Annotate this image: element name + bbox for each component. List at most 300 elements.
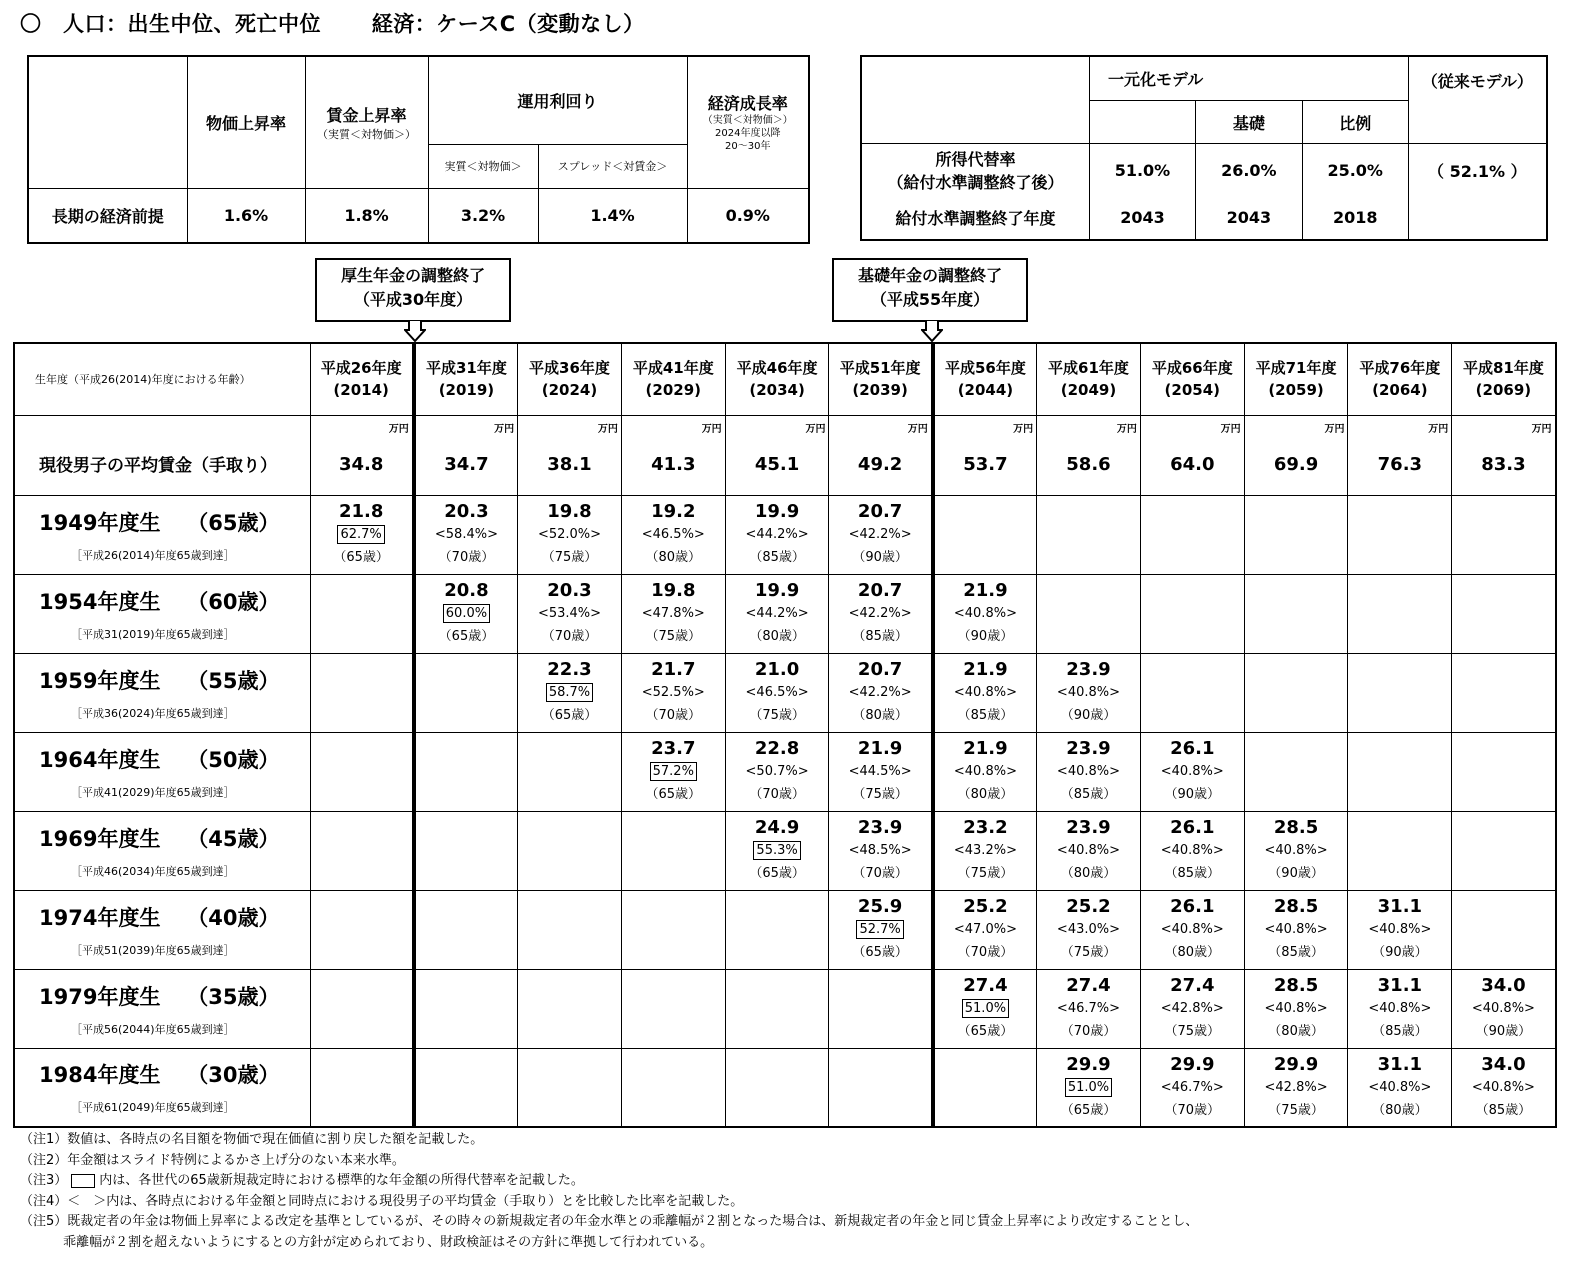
- cohort-label-sub: ［平成36(2024)年度65歳到達］: [71, 706, 235, 720]
- cohort-cell: [518, 1048, 622, 1127]
- wage-cell-inner: [518, 416, 621, 494]
- age-at-time: （90歳）: [1268, 866, 1324, 881]
- replacement-ratio: [935, 918, 1036, 941]
- year-header-year: (2049): [1060, 381, 1117, 400]
- price-header: 物価上昇率: [187, 56, 305, 188]
- pension-amount: 24.9: [754, 817, 800, 838]
- ratio-text: <50.7%>: [745, 764, 809, 779]
- year-header-year: (2024): [541, 381, 598, 400]
- cohort-cell: [1140, 811, 1244, 890]
- pension-amount: 20.8: [444, 580, 489, 601]
- ratio-text: <44.5%>: [848, 764, 912, 779]
- cohort-cell: [621, 732, 725, 811]
- corner-label: 生年度（平成26(2014)年度における年齢）: [14, 343, 310, 415]
- cohort-cell: [1244, 732, 1348, 811]
- cohort-cell: [518, 732, 622, 811]
- cohort-age: （35歳）: [187, 984, 280, 1009]
- ratio-text: 58.7%: [546, 683, 593, 702]
- year-header: [725, 343, 829, 415]
- ratio-text: <40.8%>: [1160, 922, 1224, 937]
- cohort-cell: [310, 574, 414, 653]
- ratio-text: <43.0%>: [1056, 922, 1121, 937]
- replacement-ratio: [829, 681, 930, 704]
- cohort-cell: [725, 811, 829, 890]
- wage-cell: [933, 415, 1037, 495]
- age-at-time: （80歳）: [957, 787, 1014, 802]
- age-at-time: （85歳）: [1268, 945, 1324, 960]
- cohort-cell: [621, 495, 725, 574]
- ratio-text: <44.2%>: [745, 606, 809, 621]
- cohort-cell: [1140, 732, 1244, 811]
- ratio-text: <42.2%>: [848, 606, 912, 621]
- cohort-cell: [414, 732, 518, 811]
- cohort-age: （55歳）: [187, 668, 280, 693]
- replacement-ratio: [1141, 997, 1244, 1020]
- end-year-basic: 2043: [1195, 197, 1302, 241]
- age-at-time: （70歳）: [1164, 1102, 1221, 1118]
- pension-amount: 21.9: [963, 659, 1008, 680]
- cohort-label-main: [15, 823, 310, 853]
- age-at-time: （85歳）: [1372, 1024, 1428, 1039]
- pension-amount: 29.9: [1066, 1053, 1111, 1075]
- down-arrow-icon: [404, 320, 426, 342]
- cohort-birth-year: 1964年度生: [39, 747, 161, 772]
- cohort-cell: [725, 969, 829, 1048]
- year-header-year: (2039): [852, 381, 908, 400]
- wage-cell-inner: [622, 416, 725, 494]
- pension-amount: 31.1: [1377, 1053, 1423, 1075]
- age-at-time: （75歳）: [852, 787, 908, 802]
- cohort-cell: [1140, 890, 1244, 969]
- cohort-cell: [933, 811, 1037, 890]
- age-at-time: （80歳）: [852, 708, 908, 723]
- kosei-adjustment-callout: [315, 258, 511, 322]
- year-header-year: (2014): [333, 381, 389, 400]
- wage-cell: [1348, 415, 1452, 495]
- pension-amount: 25.2: [963, 896, 1008, 917]
- basic-header: 基礎: [1195, 100, 1302, 143]
- model-table: [860, 55, 1548, 241]
- end-year-unified: 2043: [1090, 197, 1196, 241]
- cohort-row: [14, 495, 1556, 574]
- pension-amount: 26.1: [1170, 817, 1215, 838]
- cohort-cell: [414, 811, 518, 890]
- value-wage: 1.8%: [305, 188, 428, 243]
- cohort-cell: [621, 969, 725, 1048]
- pension-amount: 23.2: [963, 817, 1008, 838]
- replacement-ratio: [1245, 997, 1348, 1020]
- cohort-birth-year: 1979年度生: [39, 984, 161, 1009]
- pension-projection-table: [13, 342, 1557, 1128]
- value-yield-real: 3.2%: [428, 188, 538, 243]
- new-award-replacement-rate: [1037, 1076, 1140, 1099]
- pension-amount: 34.0: [1481, 975, 1526, 996]
- age-at-time: （65歳）: [333, 550, 389, 565]
- cohort-label-main: [15, 902, 310, 932]
- cohort-cell: [310, 495, 414, 574]
- cohort-age: （40歳）: [187, 905, 280, 930]
- year-header: [518, 343, 622, 415]
- wage-header: [305, 56, 428, 188]
- replacement-ratio: [726, 681, 829, 704]
- cohort-birth-year: 1969年度生: [39, 826, 161, 851]
- ratio-text: <53.4%>: [537, 606, 602, 621]
- cohort-cell: [933, 574, 1037, 653]
- pension-amount: 31.1: [1377, 896, 1423, 917]
- pension-amount: 21.7: [651, 659, 696, 680]
- wage-cell: [1140, 415, 1244, 495]
- cohort-cell: [829, 969, 933, 1048]
- year-header-year: (2059): [1268, 381, 1324, 400]
- new-award-replacement-rate: [726, 839, 829, 862]
- year-header-row: [14, 343, 1556, 415]
- wage-unit: 万円: [494, 424, 515, 435]
- cohort-cell: [933, 890, 1037, 969]
- end-year-conventional: [1408, 197, 1547, 241]
- cohort-label-sub: ［平成61(2049)年度65歳到達］: [71, 1101, 235, 1115]
- age-at-time: （85歳）: [1475, 1102, 1532, 1118]
- replacement-basic: 26.0%: [1195, 144, 1302, 197]
- wage-value: 34.8: [338, 454, 384, 475]
- cohort-row: [14, 732, 1556, 811]
- pension-amount: 21.0: [754, 659, 800, 680]
- wage-value: 69.9: [1273, 454, 1319, 475]
- end-year-label: 給付水準調整終了年度: [861, 197, 1090, 241]
- wage-cell: [725, 415, 829, 495]
- replacement-ratio: [1348, 997, 1451, 1020]
- year-header-label: 平成26年度: [320, 359, 402, 378]
- replacement-ratio: [829, 602, 930, 625]
- ratio-text: <46.5%>: [641, 527, 705, 542]
- wage-value: 64.0: [1170, 454, 1215, 475]
- replacement-ratio: [935, 602, 1036, 625]
- year-header-label: 平成81年度: [1462, 359, 1544, 378]
- kosei-callout-line2: （平成30年度）: [353, 290, 473, 309]
- cohort-cell: [1037, 732, 1141, 811]
- cohort-label-main: [15, 586, 310, 616]
- proportional-header: 比例: [1302, 100, 1408, 143]
- cohort-row: [14, 969, 1556, 1048]
- cohort-row: [14, 811, 1556, 890]
- replacement-ratio: [726, 602, 829, 625]
- cohort-cell: [933, 1048, 1037, 1127]
- wage-label-text: 現役男子の平均賃金（手取り）: [39, 455, 277, 476]
- pension-amount: 19.9: [754, 501, 800, 522]
- replacement-ratio: [518, 523, 621, 546]
- year-header: [621, 343, 725, 415]
- cohort-cell: [310, 811, 414, 890]
- cohort-cell: [1244, 811, 1348, 890]
- replacement-ratio: [1037, 918, 1140, 941]
- unified-total-header: [1090, 100, 1196, 143]
- cohort-birth-year: 1949年度生: [39, 510, 161, 535]
- cohort-cell: [1348, 495, 1452, 574]
- cohort-label-sub: ［平成51(2039)年度65歳到達］: [71, 943, 235, 957]
- age-at-time: （85歳）: [957, 708, 1014, 723]
- wage-label: [14, 415, 310, 495]
- replacement-ratio: [1141, 839, 1244, 862]
- replacement-ratio: [1452, 997, 1554, 1020]
- cohort-cell: [1452, 811, 1556, 890]
- replacement-ratio: [1348, 1076, 1451, 1099]
- cohort-cell: [829, 1048, 933, 1127]
- year-header: [829, 343, 933, 415]
- cohort-cell: [518, 811, 622, 890]
- age-at-time: （80歳）: [1060, 866, 1117, 881]
- replacement-ratio: [1037, 839, 1140, 862]
- replacement-ratio: [726, 523, 829, 546]
- cohort-cell: [1037, 890, 1141, 969]
- cohort-birth-year: 1959年度生: [39, 668, 161, 693]
- pension-amount: 29.9: [1273, 1053, 1319, 1075]
- pension-amount: 21.9: [857, 738, 903, 759]
- cohort-age: （65歳）: [187, 510, 280, 535]
- wage-value: 34.7: [444, 454, 489, 475]
- cohort-label-sub: ［平成31(2019)年度65歳到達］: [71, 627, 235, 641]
- wage-value: 38.1: [547, 454, 592, 475]
- year-header-label: 平成46年度: [736, 359, 818, 378]
- cohort-cell: [725, 653, 829, 732]
- cohort-cell: [414, 1048, 518, 1127]
- cohort-cell: [725, 495, 829, 574]
- pension-amount: 27.4: [1066, 975, 1111, 996]
- age-at-time: （90歳）: [1164, 787, 1221, 802]
- ratio-text: <40.8%>: [953, 764, 1017, 779]
- pension-amount: 28.5: [1273, 975, 1319, 996]
- cohort-label: [14, 890, 310, 969]
- kiso-callout-line2: （平成55年度）: [870, 290, 990, 309]
- wage-unit: 万円: [597, 424, 618, 435]
- year-header-year: (2034): [749, 381, 805, 400]
- age-at-time: （85歳）: [749, 550, 805, 565]
- down-arrow-icon: [921, 320, 943, 342]
- age-at-time: （70歳）: [645, 708, 702, 723]
- cohort-cell: [621, 811, 725, 890]
- growth-header-sub2: 2024年度以降: [715, 128, 781, 140]
- pension-amount: 21.9: [963, 738, 1008, 759]
- cohort-cell: [414, 495, 518, 574]
- cohort-cell: [414, 969, 518, 1048]
- year-header-label: 平成36年度: [529, 359, 610, 378]
- ratio-text: <42.8%>: [1160, 1001, 1224, 1016]
- pension-amount: 23.9: [1066, 659, 1111, 680]
- year-header-year: (2029): [645, 381, 702, 400]
- ratio-text: <42.2%>: [848, 527, 912, 542]
- ratio-text: <40.8%>: [953, 606, 1017, 621]
- cohort-cell: [1037, 495, 1141, 574]
- cohort-row: [14, 653, 1556, 732]
- replacement-ratio: [622, 681, 725, 704]
- replacement-ratio: [829, 760, 930, 783]
- age-at-time: （70歳）: [541, 629, 598, 644]
- pension-amount: 21.9: [963, 580, 1008, 601]
- replacement-ratio: [726, 760, 829, 783]
- wage-row: [14, 415, 1556, 495]
- replacement-ratio: [622, 602, 725, 625]
- note-4: （注4）＜ ＞内は、各時点における年金額と同時点における現役男子の平均賃金（手取り）とを比較した比率を記載した。: [20, 1193, 744, 1209]
- cohort-cell: [1452, 732, 1556, 811]
- ratio-text: <40.8%>: [1368, 922, 1432, 937]
- ratio-text: 60.0%: [443, 604, 490, 623]
- wage-cell: [1244, 415, 1348, 495]
- yield-real-header: 実質＜対物価＞: [428, 144, 538, 188]
- value-growth: 0.9%: [687, 188, 809, 243]
- cohort-label: [14, 1048, 310, 1127]
- cohort-label: [14, 653, 310, 732]
- cohort-cell: [310, 969, 414, 1048]
- wage-value: 49.2: [857, 454, 903, 475]
- year-header-label: 平成71年度: [1255, 359, 1337, 378]
- age-at-time: （80歳）: [749, 629, 805, 644]
- year-header-label: 平成56年度: [944, 359, 1026, 378]
- wage-cell: [829, 415, 933, 495]
- pension-amount: 19.9: [754, 580, 800, 601]
- wage-value: 45.1: [754, 454, 800, 475]
- ratio-text: 52.7%: [856, 920, 903, 939]
- ratio-text: <46.5%>: [745, 685, 809, 700]
- ratio-text: <43.2%>: [953, 843, 1017, 858]
- note-6: 乖離幅が２割を超えないようにするとの方針が定められており、財政検証はその方針に準拠して行われている。: [20, 1234, 714, 1250]
- cohort-cell: [621, 653, 725, 732]
- cohort-birth-year: 1974年度生: [39, 905, 161, 930]
- wage-cell-inner: [1037, 416, 1140, 494]
- cohort-cell: [1452, 1048, 1556, 1127]
- age-at-time: （65歳）: [645, 787, 702, 802]
- yield-spread-header: スプレッド＜対賃金＞: [538, 144, 687, 188]
- unified-model-header: 一元化モデル: [1090, 56, 1409, 100]
- value-yield-spread: 1.4%: [538, 188, 687, 243]
- age-at-time: （80歳）: [1268, 1024, 1324, 1039]
- ratio-text: <42.8%>: [1264, 1079, 1328, 1095]
- cohort-cell: [1037, 969, 1141, 1048]
- cohort-cell: [829, 732, 933, 811]
- ratio-text: <58.4%>: [434, 527, 498, 542]
- cohort-cell: [414, 890, 518, 969]
- ratio-text: <46.7%>: [1056, 1001, 1121, 1016]
- cohort-cell: [725, 890, 829, 969]
- corner-cell: [28, 56, 187, 188]
- cohort-cell: [1348, 890, 1452, 969]
- ratio-text: <47.8%>: [641, 606, 705, 621]
- wage-unit: 万円: [805, 424, 826, 435]
- cohort-cell: [829, 653, 933, 732]
- age-at-time: （65歳）: [852, 945, 908, 960]
- age-at-time: （75歳）: [957, 866, 1014, 881]
- year-header: [1452, 343, 1556, 415]
- cohort-cell: [310, 732, 414, 811]
- cohort-label: [14, 574, 310, 653]
- cohort-cell: [1140, 969, 1244, 1048]
- kiso-callout-line1: 基礎年金の調整終了: [857, 266, 1002, 285]
- new-award-replacement-rate: [622, 760, 725, 783]
- wage-unit: 万円: [907, 424, 928, 435]
- cohort-cell: [1140, 495, 1244, 574]
- wage-unit: 万円: [1324, 424, 1345, 435]
- pension-amount: 27.4: [1170, 975, 1215, 996]
- ratio-text: 57.2%: [650, 762, 697, 781]
- age-at-time: （75歳）: [1164, 1024, 1221, 1039]
- year-header-label: 平成76年度: [1359, 359, 1441, 378]
- pension-amount: 22.3: [547, 659, 592, 680]
- age-at-time: （90歳）: [1060, 708, 1117, 723]
- wage-cell: [1452, 415, 1556, 495]
- replacement-label: [861, 144, 1090, 197]
- year-header: [310, 343, 414, 415]
- replacement-ratio: [935, 760, 1036, 783]
- wage-unit: 万円: [1013, 424, 1034, 435]
- replacement-ratio: [1245, 1076, 1348, 1099]
- cohort-cell: [518, 653, 622, 732]
- wage-cell-inner: [935, 416, 1036, 494]
- ratio-text: <40.8%>: [1368, 1079, 1432, 1095]
- age-at-time: （70歳）: [957, 945, 1014, 960]
- pension-amount: 23.9: [1066, 817, 1111, 838]
- year-header-label: 平成51年度: [839, 359, 921, 378]
- ratio-text: <40.8%>: [1160, 843, 1224, 858]
- wage-cell-inner: [829, 416, 930, 494]
- replacement-ratio: [1452, 1076, 1554, 1099]
- note-3-prefix: （注3）: [20, 1173, 68, 1188]
- cohort-cell: [829, 574, 933, 653]
- cohort-cell: [518, 890, 622, 969]
- year-header-year: (2054): [1164, 381, 1220, 400]
- cohort-cell: [933, 732, 1037, 811]
- cohort-birth-year: 1954年度生: [39, 589, 161, 614]
- cohort-cell: [1452, 574, 1556, 653]
- cohort-cell: [1244, 653, 1348, 732]
- replacement-ratio: [1245, 839, 1348, 862]
- ratio-text: <40.8%>: [1471, 1001, 1535, 1016]
- cohort-cell: [1348, 574, 1452, 653]
- cohort-cell: [1452, 890, 1556, 969]
- ratio-text: <52.5%>: [641, 685, 705, 700]
- value-price: 1.6%: [187, 188, 305, 243]
- ratio-text: 55.3%: [753, 841, 800, 860]
- replacement-unified: 51.0%: [1090, 144, 1196, 197]
- wage-header-label: 賃金上昇率: [326, 105, 407, 125]
- cohort-cell: [621, 890, 725, 969]
- ratio-text: <52.0%>: [537, 527, 602, 542]
- pension-amount: 19.8: [547, 501, 592, 522]
- conventional-model-header: （従来モデル）: [1408, 56, 1547, 144]
- year-header-label: 平成61年度: [1048, 359, 1129, 378]
- pension-amount: 20.7: [857, 501, 903, 522]
- cohort-cell: [621, 1048, 725, 1127]
- cohort-cell: [933, 969, 1037, 1048]
- age-at-time: （75歳）: [1060, 945, 1117, 960]
- growth-header-sub1: （実質＜対物価＞）: [702, 115, 793, 127]
- box-legend-icon: [71, 1174, 95, 1188]
- cohort-cell: [621, 574, 725, 653]
- cohort-cell: [310, 1048, 414, 1127]
- wage-cell-inner: [726, 416, 829, 494]
- year-header: [933, 343, 1037, 415]
- wage-cell-inner: [1141, 416, 1244, 494]
- age-at-time: （90歳）: [852, 550, 908, 565]
- cohort-cell: [414, 653, 518, 732]
- pension-amount: 20.3: [444, 501, 489, 522]
- age-at-time: （65歳）: [438, 629, 495, 644]
- cohort-age: （60歳）: [187, 589, 280, 614]
- wage-cell-inner: [1348, 416, 1451, 494]
- ratio-text: 62.7%: [337, 525, 384, 544]
- new-award-replacement-rate: [935, 997, 1036, 1020]
- ratio-text: <40.8%>: [1264, 843, 1328, 858]
- cohort-cell: [1452, 653, 1556, 732]
- cohort-cell: [1037, 811, 1141, 890]
- year-header: [414, 343, 518, 415]
- cohort-label-main: [15, 665, 310, 695]
